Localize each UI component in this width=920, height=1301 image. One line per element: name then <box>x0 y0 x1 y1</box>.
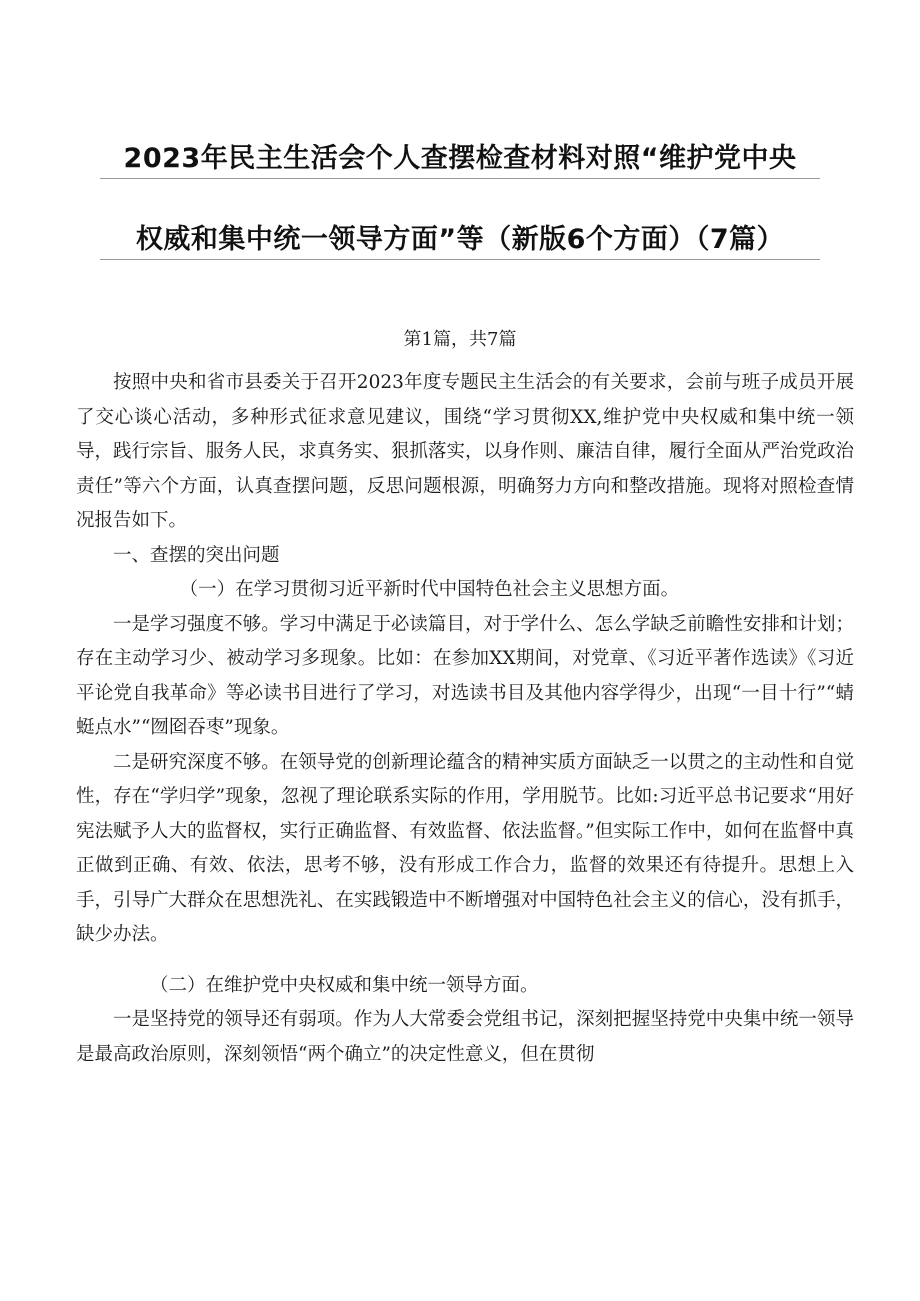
section-heading-1: 一、查摆的突出问题 <box>113 544 280 566</box>
subsection-heading-1: （一）在学习贯彻习近平新时代中国特色社会主义思想方面。 <box>179 579 680 600</box>
document-title-line-2: 权威和集中统一领导方面”等（新版6个方面）（7篇） <box>60 222 860 258</box>
document-body <box>76 366 854 1072</box>
body-paragraph-2: 二是研究深度不够。在领导党的创新理论蕴含的精神实质方面缺乏一以贯之的主动性和自觉性，存在“学归学”现象，忽视了理论联系实际的作用，学用脱节。比如:习近平总书记要求“用好宪法赋予人大的监督权，实行正确监督、有效监督、依法监督。”但实际工作中，如何在监督中真正做到正确、有效、依法，思考不够，没有形成工作合力，监督的效果还有待提升。思想上入手，引导广大群众在思想洗礼、在实践锻造中不断增强对中国特色社会主义的信心，没有抓手，缺少办法。 <box>76 751 854 945</box>
body-paragraph-3: 一是坚持党的领导还有弱项。作为人大常委会党组书记，深刻把握坚持党中央集中统一领导是最高政治原则，深刻领悟“两个确立”的决定性意义，但在贯彻 <box>76 1009 854 1065</box>
intro-paragraph: 按照中央和省市县委关于召开2023年度专题民主生活会的有关要求，会前与班子成员开展了交心谈心活动，多种形式征求意见建议，围绕“学习贯彻XX,维护党中央权威和集中统一领导，践行宗旨、服务人民，求真务实、狠抓落实，以身作则、廉洁自律，履行全面从严治党政治责任”等六个方面，认真查摆问题，反思问题根源，明确努力方向和整改措施。现将对照检查情况报告如下。 <box>76 372 854 531</box>
body-paragraph-1: 一是学习强度不够。学习中满足于必读篇目，对于学什么、怎么学缺乏前瞻性安排和计划；存在主动学习少、被动学习多现象。比如：在参加XX期间，对党章、《习近平著作选读》《习近平论党自我革命》等必读书目进行了学习，对选读书目及其他内容学得少，出现“一目十行”“蜻蜓点水”“囫囵吞枣”现象。 <box>76 613 854 738</box>
part-indicator: 第1篇，共7篇 <box>403 329 517 350</box>
subsection-heading-2: （二）在维护党中央权威和集中统一领导方面。 <box>150 974 539 996</box>
document-title-line-1: 2023年民主生活会个人查摆检查材料对照“维护党中央 <box>60 141 860 177</box>
